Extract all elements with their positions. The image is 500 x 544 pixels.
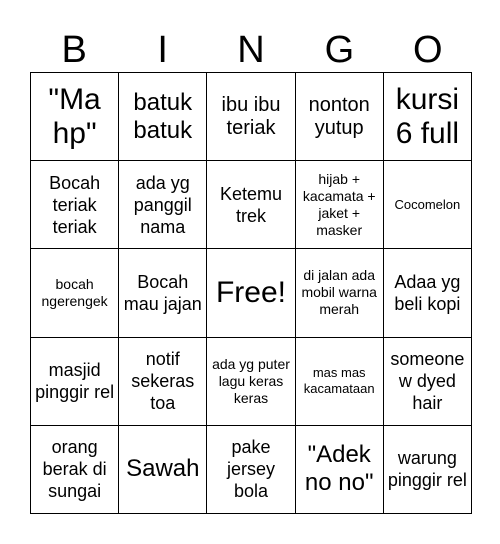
bingo-cell-r5c3[interactable] [207,426,295,514]
header-letter-b: B [61,29,87,71]
cell-text: Adaa yg beli kopi [394,271,461,314]
header-letter-o: O [413,29,443,71]
bingo-cell-r3c2[interactable] [119,249,207,337]
bingo-cell-r1c5[interactable] [384,73,472,161]
bingo-cell-r5c2[interactable] [119,426,207,514]
cell-text: Cocomelon [394,196,461,212]
free-space-text: Free! [215,275,286,309]
bingo-cell-r4c1[interactable] [31,338,119,426]
cell-text: "Ma hp" [48,82,101,150]
bingo-cell-r5c4[interactable] [296,426,384,514]
cell-text: bocah ngerengek [41,275,108,309]
bingo-cell-r3c4[interactable] [296,249,384,337]
cell-text: masjid pinggir rel [35,360,115,403]
cell-text: nonton yutup [308,93,370,139]
bingo-cell-r5c1[interactable] [31,426,119,514]
bingo-cell-r1c4[interactable] [296,73,384,161]
cell-text: Bocah teriak teriak [49,172,101,237]
cell-text: notif sekeras toa [131,349,195,414]
bingo-cell-r3c3-free[interactable] [207,249,295,337]
bingo-cell-r2c4[interactable] [296,161,384,249]
cell-text: di jalan ada mobil warna merah [301,267,377,318]
cell-text: someone w dyed hair [390,349,465,414]
header-letter-g: G [324,29,355,71]
cell-text: Ketemu trek [219,183,283,226]
bingo-cell-r4c3[interactable] [207,338,295,426]
header-letter-n: N [237,29,265,71]
bingo-cell-r2c3[interactable] [207,161,295,249]
cell-text: batuk batuk [133,88,193,144]
cell-text: Bocah mau jajan [123,271,202,314]
bingo-cell-r1c3[interactable] [207,73,295,161]
bingo-cell-r1c1[interactable] [31,73,119,161]
bingo-cell-r4c2[interactable] [119,338,207,426]
cell-text: ada yg puter lagu keras keras [212,355,290,406]
bingo-cell-r3c1[interactable] [31,249,119,337]
cell-text: orang berak di sungai [42,437,107,502]
header-letter-i: I [157,29,168,71]
bingo-cell-r2c2[interactable] [119,161,207,249]
bingo-grid [30,72,472,514]
cell-text: ibu ibu teriak [221,93,281,139]
cell-text: pake jersey bola [226,437,275,502]
bingo-cell-r2c1[interactable] [31,161,119,249]
cell-text: ada yg panggil nama [133,172,192,237]
bingo-cell-r1c2[interactable] [119,73,207,161]
bingo-cell-r5c5[interactable] [384,426,472,514]
cell-text: mas mas kacamataan [303,365,375,397]
bingo-cell-r3c5[interactable] [384,249,472,337]
cell-text: "Adek no no" [304,441,374,497]
cell-text: warung pinggir rel [387,448,467,491]
bingo-cell-r4c5[interactable] [384,338,472,426]
bingo-cell-r2c5[interactable] [384,161,472,249]
bingo-cell-r4c4[interactable] [296,338,384,426]
cell-text: hijab + kacamata + jaket + masker [302,170,376,238]
cell-text: kursi 6 full [395,82,460,150]
bingo-header [30,28,472,72]
cell-text: Sawah [126,455,200,483]
